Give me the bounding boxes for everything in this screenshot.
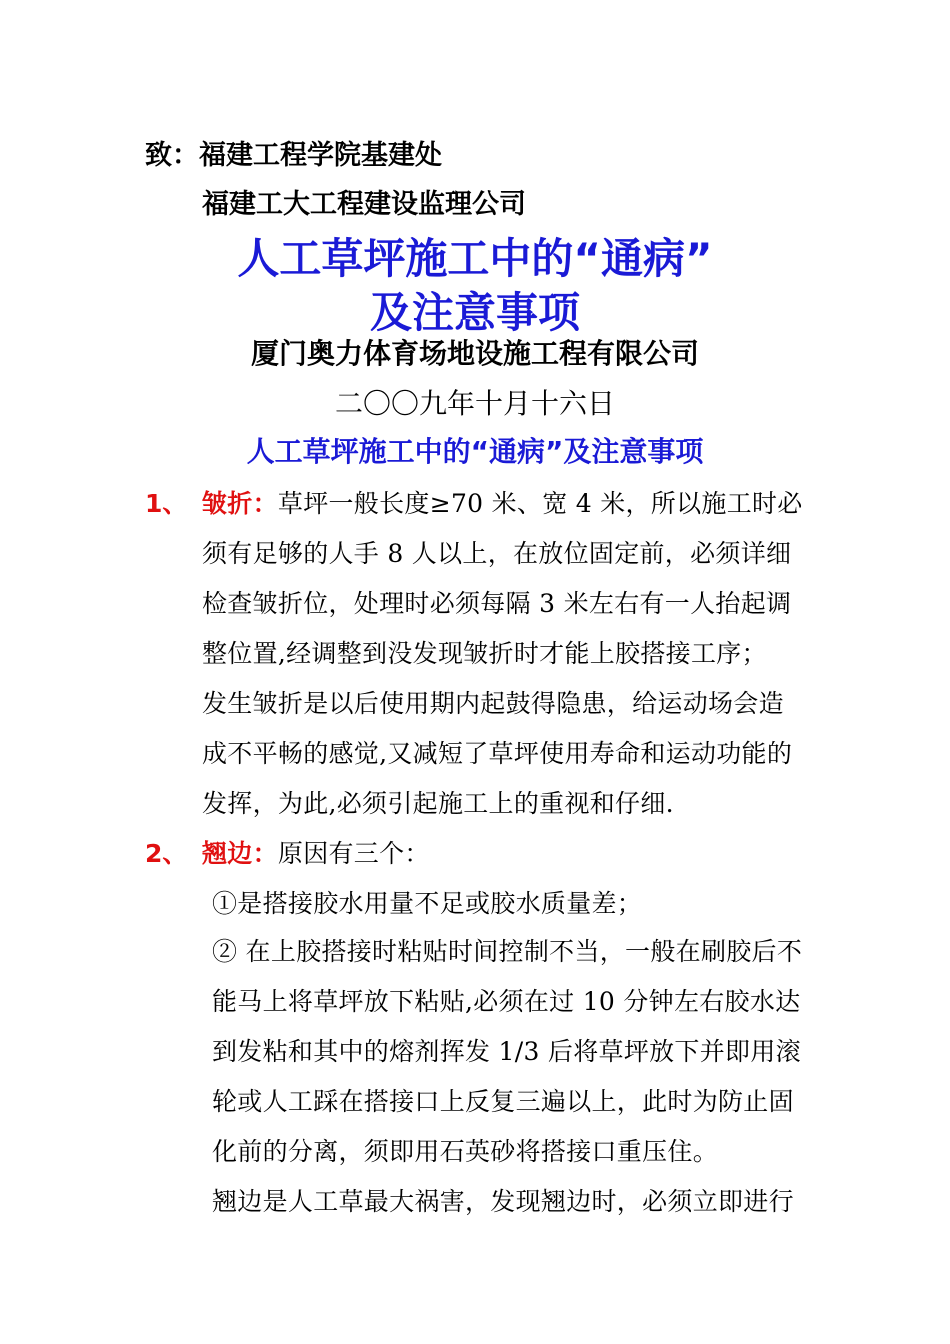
section-1-line: 发生皱折是以后使用期内起鼓得隐患，给运动场会造 (202, 689, 784, 718)
section-2-first-line (202, 834, 430, 870)
section-2-intro: 原因有三个： (277, 839, 430, 868)
company-name: 厦门奥力体育场地设施工程有限公司 (250, 337, 699, 370)
section-subtitle: 人工草坪施工中的“通病”及注意事项 (246, 435, 704, 468)
section-1-number: 1、 (145, 489, 188, 518)
section-1-line: 检查皱折位，处理时必须每隔 3 米左右有一人抬起调 (202, 589, 792, 618)
section-2-line: 到发粘和其中的熔剂挥发 1/3 后将草坪放下并即用滚 (212, 1037, 801, 1066)
section-2-number: 2、 (145, 839, 188, 868)
main-title-line-1: 人工草坪施工中的“通病” (237, 234, 713, 283)
document-date: 二〇〇九年十月十六日 (334, 387, 615, 420)
section-1-line: 成不平畅的感觉,又减短了草坪使用寿命和运动功能的 (202, 739, 793, 768)
section-1-line: 发挥，为此,必须引起施工上的重视和仔细. (202, 789, 674, 818)
section-1-heading: 皱折： (202, 489, 278, 518)
section-1-first-line (202, 484, 803, 520)
section-2-line: ①是搭接胶水用量不足或胶水质量差； (212, 889, 643, 918)
section-1-line: 草坪一般长度≥70 米、宽 4 米，所以施工时必 (277, 489, 803, 518)
section-2-line: 翘边是人工草最大祸害，发现翘边时，必须立即进行 (212, 1187, 794, 1216)
recipient-line-2: 福建工大工程建设监理公司 (202, 189, 526, 220)
main-title-line-2: 及注意事项 (369, 288, 580, 337)
section-1-line: 整位置,经调整到没发现皱折时才能上胶搭接工序； (202, 639, 767, 668)
section-2-line: ② 在上胶搭接时粘贴时间控制不当，一般在刷胶后不 (212, 937, 803, 966)
section-2-line: 轮或人工踩在搭接口上反复三遍以上，此时为防止固 (212, 1087, 794, 1116)
recipient-line-1: 致：福建工程学院基建处 (145, 140, 442, 171)
section-1-line: 须有足够的人手 8 人以上，在放位固定前，必须详细 (202, 539, 792, 568)
section-2-heading: 翘边： (202, 839, 278, 868)
section-2-line: 化前的分离，须即用石英砂将搭接口重压住。 (212, 1137, 719, 1166)
section-2-line: 能马上将草坪放下粘贴,必须在过 10 分钟左右胶水达 (212, 987, 801, 1016)
